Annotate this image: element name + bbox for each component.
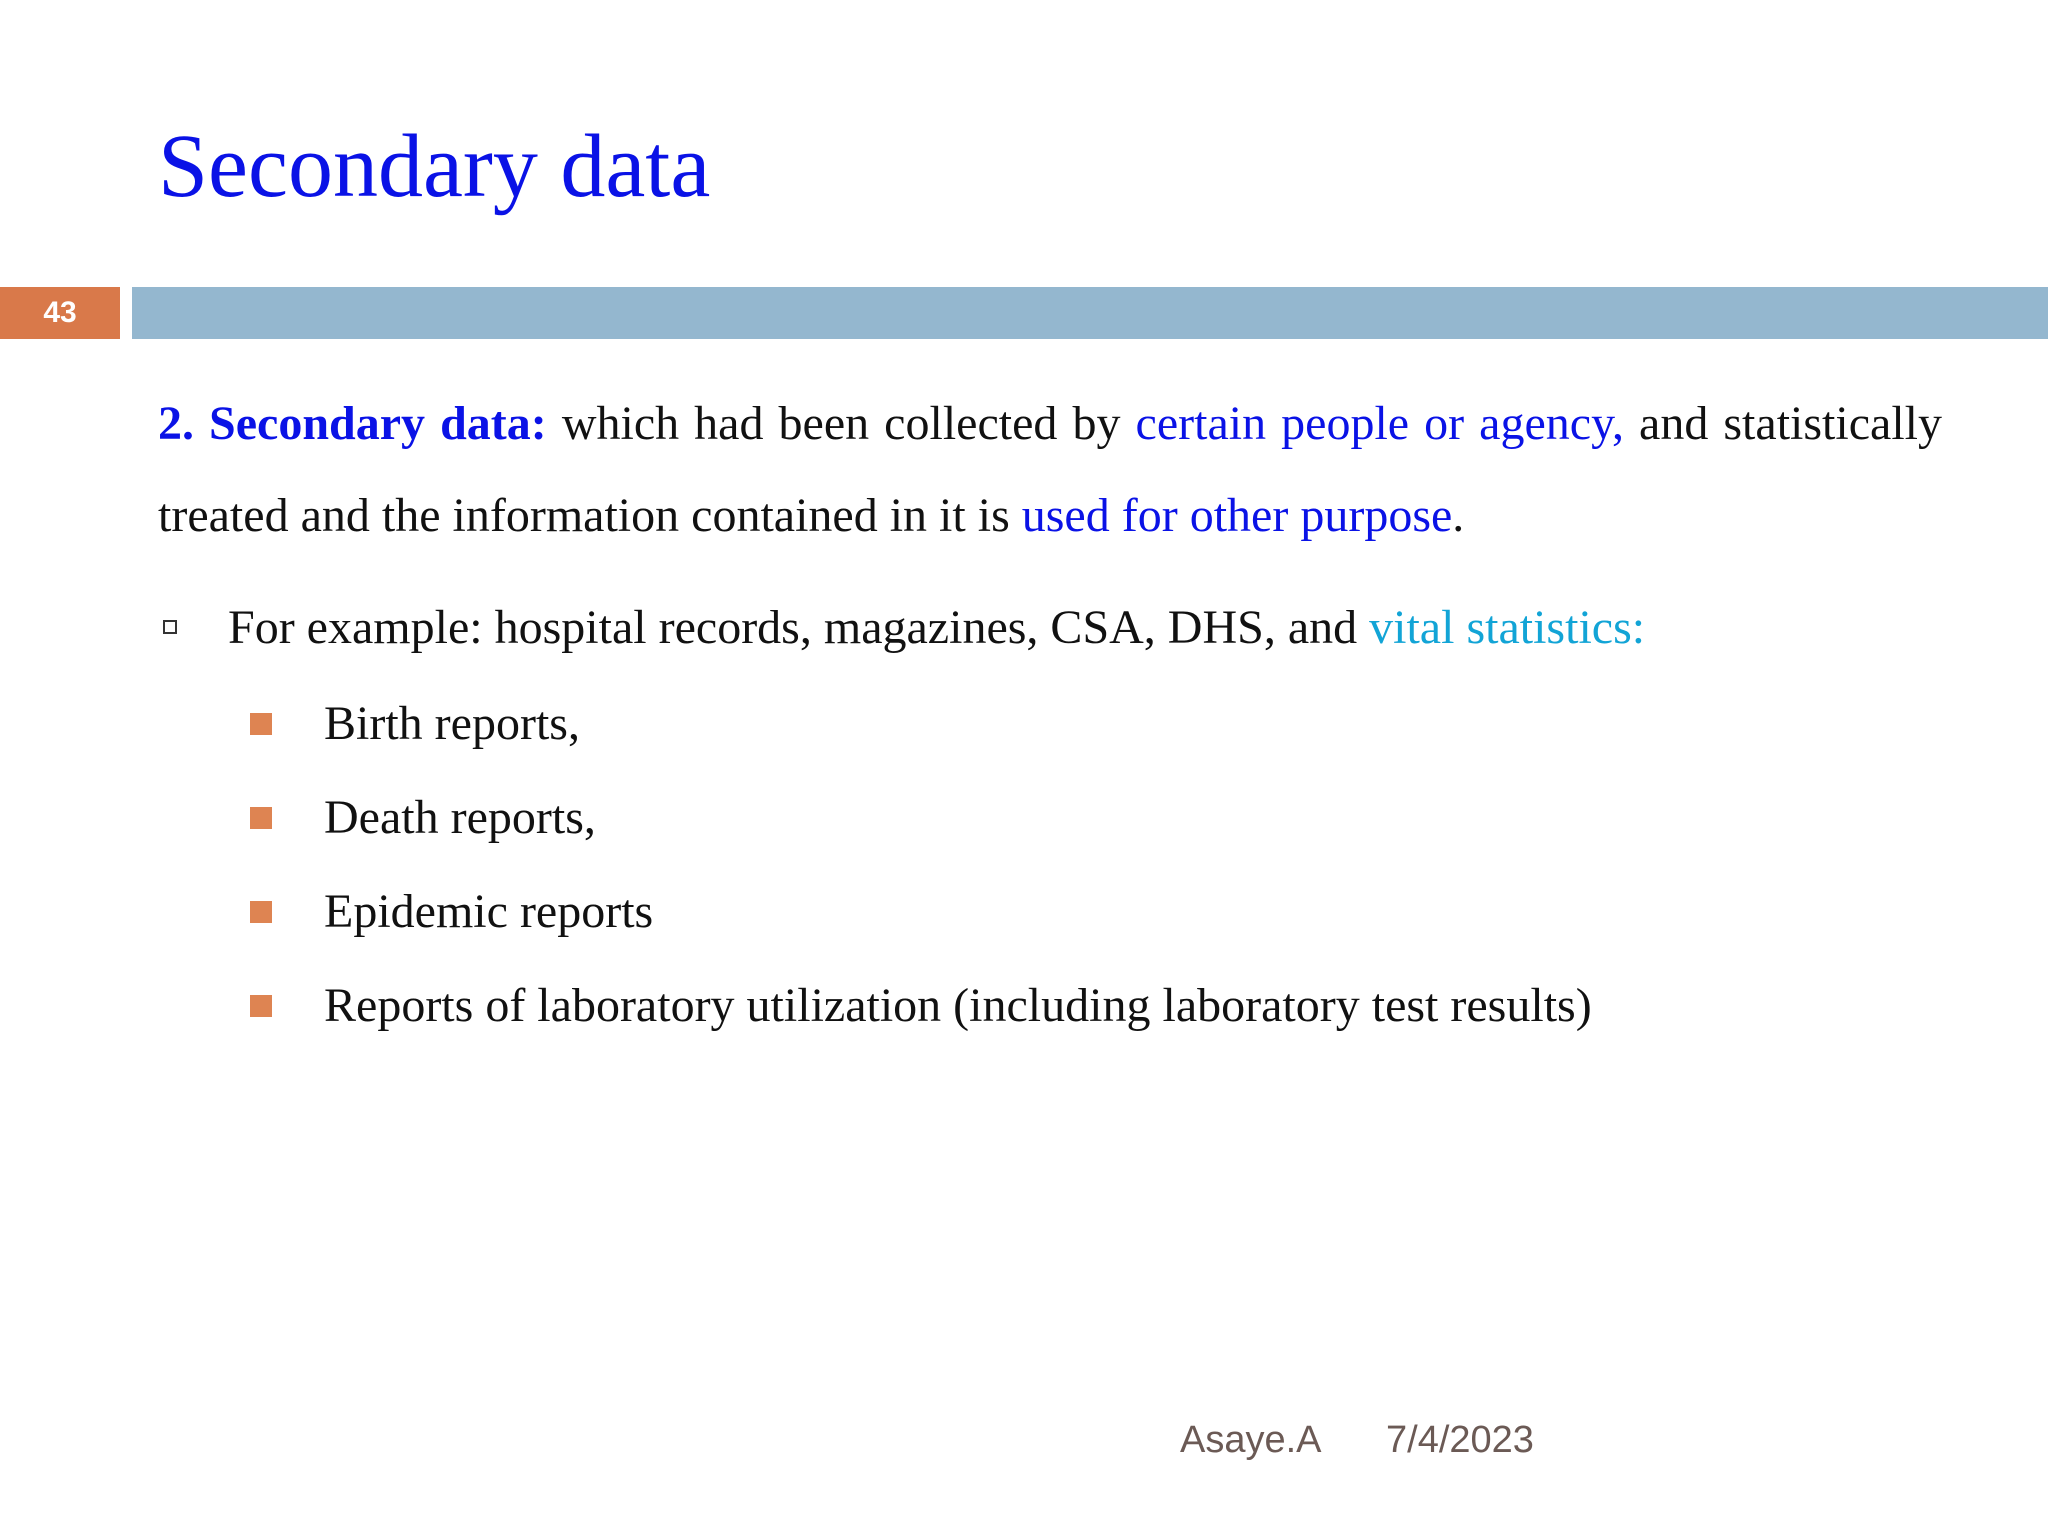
list-item-text: Epidemic reports <box>324 885 654 938</box>
square-bullet-icon <box>250 713 272 735</box>
footer-date: 7/4/2023 <box>1386 1419 1534 1461</box>
header-divider-bar <box>132 287 2048 339</box>
slide-number: 43 <box>0 287 120 339</box>
example-text <box>228 596 1645 660</box>
definition-highlight-source: certain people or agency, <box>1135 397 1624 450</box>
example-text-plain: For example: hospital records, magazines, CSA, DHS, and <box>228 601 1370 654</box>
definition-highlight-purpose: used for other purpose <box>1021 489 1453 542</box>
example-highlight-vital-statistics: vital statistics: <box>1369 601 1646 654</box>
definition-text-2: and statistically treated and the information contained in it is <box>158 397 1942 542</box>
square-bullet-icon <box>250 995 272 1017</box>
footer-author: Asaye.A <box>1180 1419 1322 1461</box>
list-item-text: Death reports, <box>324 791 596 844</box>
definition-paragraph <box>158 378 1942 562</box>
definition-term: 2. Secondary data: <box>158 397 547 450</box>
hollow-square-bullet-icon <box>163 620 177 634</box>
square-bullet-icon <box>250 807 272 829</box>
definition-text-1: which had been collected by <box>546 397 1136 450</box>
definition-text-3: . <box>1452 489 1465 542</box>
list-item-text: Birth reports, <box>324 697 580 750</box>
list-item-text: Reports of laboratory utilization (including laboratory test results) <box>324 979 1592 1032</box>
example-bullet-item <box>158 596 1958 660</box>
slide-title: Secondary data <box>158 117 711 216</box>
square-bullet-icon <box>250 901 272 923</box>
